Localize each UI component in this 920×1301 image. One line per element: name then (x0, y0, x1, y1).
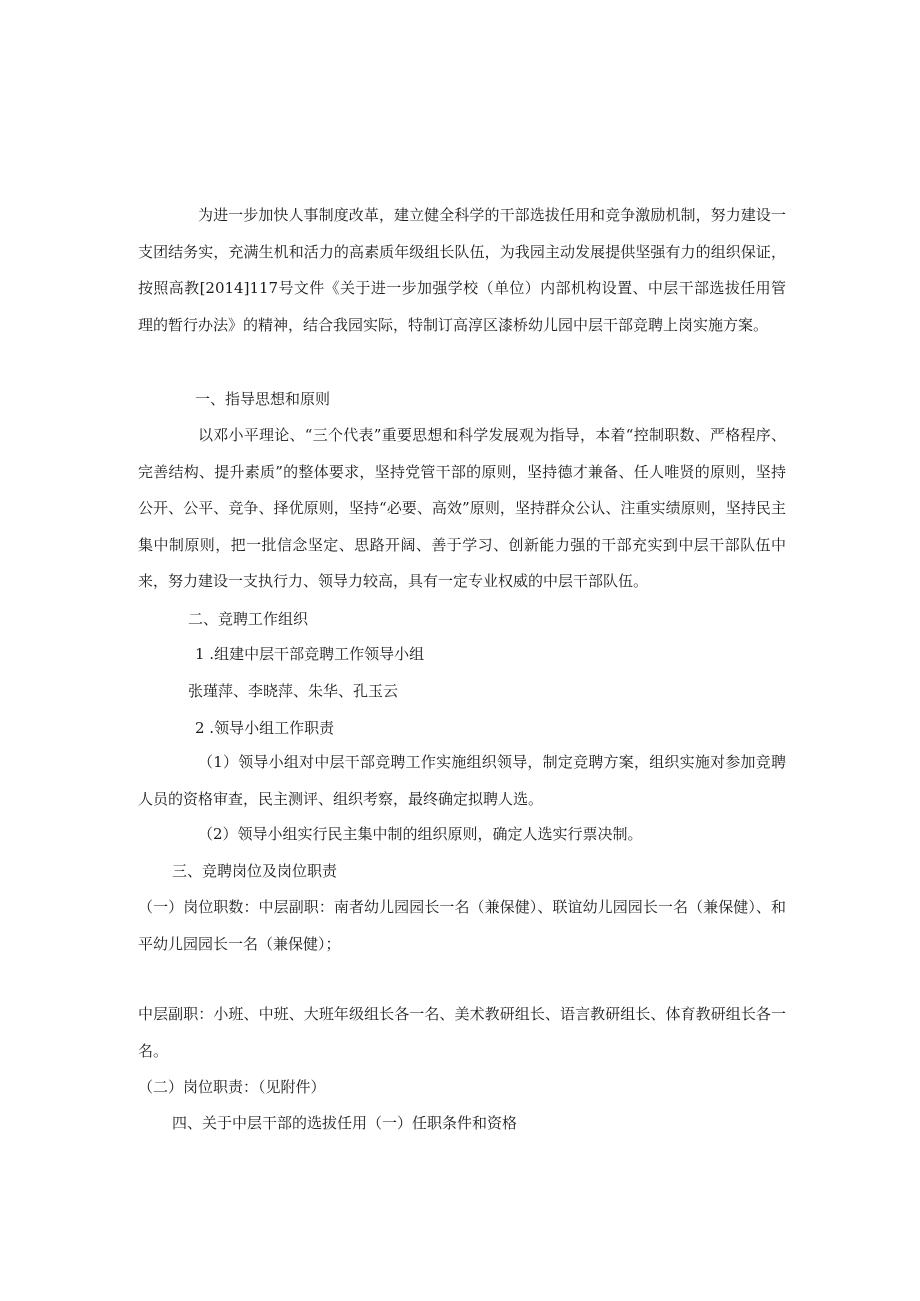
section3-heading: 三、竞聘岗位及岗位职责 (172, 862, 338, 880)
duty2-paragraph: （2）领导小组实行民主集中制的组织原则，确定人选实行票决制。 (198, 825, 643, 843)
item2-label: 2 .领导小组工作职责 (195, 719, 335, 737)
intro-paragraph: 为进一步加快人事制度改革，建立健全科学的干部选拔任用和竞争激励机制，努力建设一支团结务实，充满生机和活力的高素质年级组长队伍，为我园主动发展提供坚强有力的组织保证，按照高教[2014]117号文件《关于进一步加强学校（单位）内部机构设置、中层干部选拔任用管理的暂行办法》的精神，结合我园实际，特制订高淳区漆桥幼儿园中层干部竞聘上岗实施方案。 (138, 206, 786, 334)
posts-duties-line: （二）岗位职责：（见附件） (138, 1078, 326, 1096)
section4-heading: 四、关于中层干部的选拔任用（一）任职条件和资格 (172, 1114, 518, 1132)
section1-heading: 一、指导思想和原则 (195, 390, 331, 408)
posts-count-paragraph: （一）岗位职数：中层副职：南者幼儿园园长一名（兼保健）、联谊幼儿园园长一名（兼保健）、和平幼儿园园长一名（兼保健）； (138, 898, 786, 953)
posts-deputy-paragraph: 中层副职：小班、中班、大班年级组长各一名、美术教研组长、语言教研组长、体育教研组长各一名。 (138, 1005, 786, 1060)
section2-heading: 二、竞聘工作组织 (188, 610, 309, 628)
section1-paragraph: 以邓小平理论、“三个代表”重要思想和科学发展观为指导，本着“控制职数、严格程序、完善结构、提升素质”的整体要求，坚持党管干部的原则，坚持德才兼备、任人唯贤的原则，坚持公开、公平、竞争、择优原则，坚持“必要、高效”原则，坚持群众公认、注重实绩原则，坚持民主集中制原则，把一批信念坚定、思路开阔、善于学习、创新能力强的干部充实到中层干部队伍中来，努力建设一支执行力、领导力较高，具有一定专业权威的中层干部队伍。 (138, 426, 786, 591)
duty1-paragraph: （1）领导小组对中层干部竞聘工作实施组织领导，制定竞聘方案，组织实施对参加竞聘人员的资格审查，民主测评、组织考察，最终确定拟聘人选。 (138, 753, 786, 808)
item1-label: 1 .组建中层干部竞聘工作领导小组 (195, 645, 425, 663)
leader-members: 张瑾萍、李晓萍、朱华、孔玉云 (188, 682, 399, 700)
